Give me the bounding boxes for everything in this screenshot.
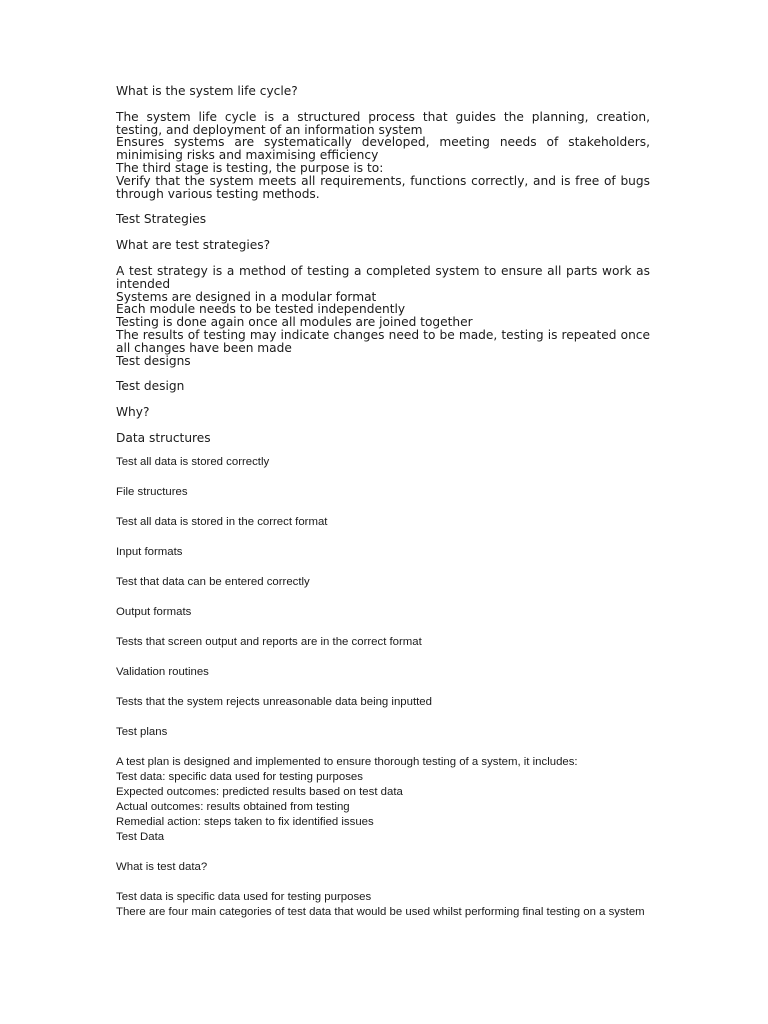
test-plan-point: A test plan is designed and implemented to ensure thorough testing of a system, it includes: [116, 755, 578, 768]
test-design-item: Tests that screen output and reports are in the correct format [116, 635, 422, 648]
test-design-item: Test plans [116, 725, 168, 738]
test-strategy-point: Each module needs to be tested independently [116, 302, 406, 317]
test-data-answer-2: There are four main categories of test data that would be used whilst performing final testing on a system [116, 905, 645, 918]
test-plan-point: Test data: specific data used for testing purposes [116, 770, 363, 783]
life-cycle-question: What is the system life cycle? [116, 84, 298, 98]
test-strategy-point: Test designs [116, 353, 191, 368]
life-cycle-answer-1: The system life cycle is a structured process that guides the planning, creation, testing, and deployment of an information system [116, 109, 650, 137]
document-page [116, 85, 650, 920]
test-strategy-point: The results of testing may indicate changes need to be made, testing is repeated once all changes have been made [116, 327, 650, 355]
test-design-item: Tests that the system rejects unreasonable data being inputted [116, 695, 432, 708]
test-strategy-point: A test strategy is a method of testing a completed system to ensure all parts work as intended [116, 263, 650, 291]
life-cycle-answer-4: Verify that the system meets all requirements, functions correctly, and is free of bugs through various testing methods. [116, 173, 650, 201]
test-design-item: Validation routines [116, 665, 209, 678]
test-data-answer-1: Test data is specific data used for testing purposes [116, 890, 372, 903]
test-strategies-question: What are test strategies? [116, 238, 271, 253]
data-structures-heading: Data structures [116, 430, 211, 445]
test-plan-point: Test Data [116, 830, 165, 843]
test-plan-point: Remedial action: steps taken to fix identified issues [116, 815, 374, 828]
test-design-item: Output formats [116, 605, 192, 618]
test-design-item: Test that data can be entered correctly [116, 575, 310, 588]
test-design-item: Test all data is stored correctly [116, 455, 270, 468]
test-design-item: Test all data is stored in the correct format [116, 515, 328, 528]
test-strategies-heading: Test Strategies [116, 212, 207, 227]
test-strategy-point: Systems are designed in a modular format [116, 289, 377, 304]
test-plan-point: Actual outcomes: results obtained from testing [116, 800, 350, 813]
test-design-item: File structures [116, 485, 188, 498]
life-cycle-answer-3: The third stage is testing, the purpose is to: [116, 160, 384, 175]
test-data-question: What is test data? [116, 860, 208, 873]
test-design-item: Input formats [116, 545, 183, 558]
test-strategy-point: Testing is done again once all modules are joined together [116, 315, 473, 330]
test-plan-point: Expected outcomes: predicted results based on test data [116, 785, 403, 798]
life-cycle-answer-2: Ensures systems are systematically developed, meeting needs of stakeholders, minimising risks and maximising efficiency [116, 135, 650, 163]
test-design-heading: Test design [116, 379, 185, 394]
test-design-why: Why? [116, 405, 150, 420]
